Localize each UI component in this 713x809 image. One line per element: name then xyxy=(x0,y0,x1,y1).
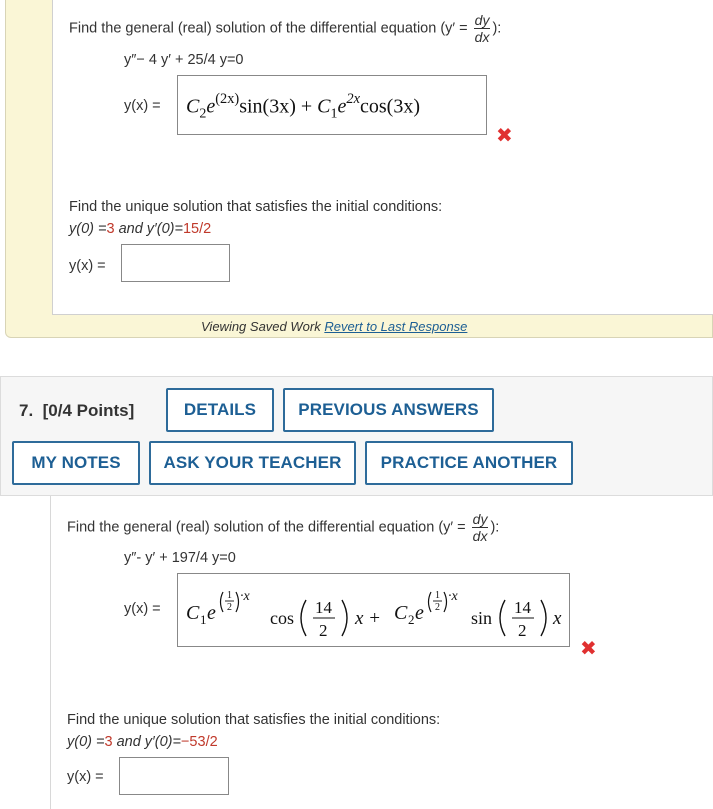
q7-answer-expression xyxy=(178,574,569,646)
q7-ic-answer-input[interactable] xyxy=(119,757,229,795)
svg-text:2: 2 xyxy=(435,602,440,613)
q7-title: 7. [0/4 Points] xyxy=(19,401,135,420)
svg-text:14: 14 xyxy=(315,598,332,617)
practice-another-button[interactable]: PRACTICE ANOTHER xyxy=(365,441,573,485)
q7-equation: y″- y′ + 197/4 y=0 xyxy=(124,550,236,566)
svg-text:sin: sin xyxy=(471,608,493,628)
svg-text:e: e xyxy=(207,602,216,624)
q7-y-label: y(x) = xyxy=(124,601,161,617)
svg-text:C: C xyxy=(394,602,408,624)
q6-dydx: $\frac{dy}{dx}$ xyxy=(474,12,490,45)
q7-body-divider xyxy=(50,496,51,809)
q7-prompt: Find the general (real) solution of the differential equation (y′ = $\frac{dy}{dx}$ ): xyxy=(67,511,500,544)
q6-y-label: y(x) = xyxy=(124,98,161,114)
my-notes-button[interactable]: MY NOTES xyxy=(12,441,140,485)
svg-text:1: 1 xyxy=(435,590,440,601)
q6-answer-expression: $C_2e^{(2x)}\sin(3x) + C_1e^{2x}\cos(3x)$ xyxy=(186,91,420,122)
svg-text:cos: cos xyxy=(270,608,294,628)
svg-text:x +: x + xyxy=(355,608,382,629)
previous-answers-button[interactable]: PREVIOUS ANSWERS xyxy=(283,388,494,432)
saved-work-notice: Viewing Saved Work Revert to Last Response xyxy=(201,319,468,334)
q6-answer-box[interactable] xyxy=(177,75,487,135)
svg-text:2: 2 xyxy=(227,602,232,613)
svg-text:2: 2 xyxy=(319,621,328,640)
ask-your-teacher-button[interactable]: ASK YOUR TEACHER xyxy=(149,441,356,485)
q7-ic-prompt: Find the unique solution that satisfies the initial conditions: xyxy=(67,712,441,728)
q6-incorrect-icon: ✖ xyxy=(496,125,513,147)
q6-ic-y-label: y(x) = xyxy=(69,258,106,274)
q7-ic-values: y(0) =3 and y′(0)=−53/2 xyxy=(67,734,218,750)
q6-ic-values: y(0) =3 and y′(0)=15/2 xyxy=(69,221,212,237)
svg-text:1: 1 xyxy=(227,590,232,601)
svg-text:14: 14 xyxy=(514,598,531,617)
q7-prompt-text: Find the general (real) solution of the differential equation (y′ = xyxy=(67,519,466,536)
q7-incorrect-icon: ✖ xyxy=(580,638,597,660)
c1: C xyxy=(186,602,200,624)
svg-text:·x: ·x xyxy=(240,589,250,604)
svg-text:2: 2 xyxy=(518,621,527,640)
svg-text:2: 2 xyxy=(408,612,415,627)
q6-ic-prompt: Find the unique solution that satisfies the initial conditions: xyxy=(69,199,443,215)
q7-answer-box[interactable] xyxy=(177,573,570,647)
q6-prompt: Find the general (real) solution of the differential equation (y′ = $\frac{dy}{dx}$ ): xyxy=(69,12,502,45)
q6-ic-answer-input[interactable] xyxy=(121,244,230,282)
svg-text:·x: ·x xyxy=(448,589,458,604)
revert-link[interactable]: Revert to Last Response xyxy=(324,319,468,334)
q7-dydx: $\frac{dy}{dx}$ xyxy=(472,511,488,544)
q6-prompt-text: Find the general (real) solution of the differential equation (y′ = xyxy=(69,20,468,37)
q6-equation: y″− 4 y′ + 25/4 y=0 xyxy=(124,52,244,68)
svg-text:x: x xyxy=(553,608,562,629)
svg-text:e: e xyxy=(415,602,424,624)
svg-text:1: 1 xyxy=(200,612,207,627)
q7-ic-y-label: y(x) = xyxy=(67,769,104,785)
details-button[interactable]: DETAILS xyxy=(166,388,274,432)
